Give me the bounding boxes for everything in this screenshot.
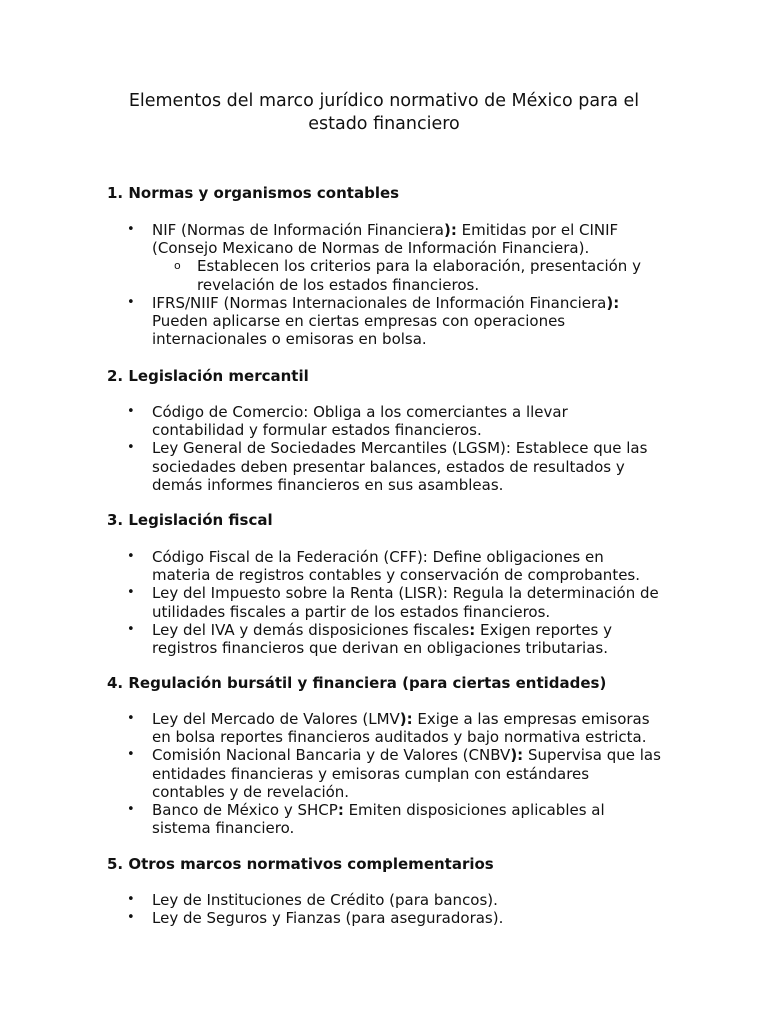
- item-text-rest: Emitidas por el CINIF (Consejo Mexicano de Normas de Información Financiera).: [152, 221, 619, 258]
- item-bold: ):: [510, 746, 524, 765]
- document-title: Elementos del marco jurídico normativo de México para el estado financiero: [128, 91, 640, 134]
- section-list-mercantil: [0, 403, 662, 494]
- item-text: IFRS/NIIF (Normas Internacionales de Información Financiera: [152, 293, 607, 312]
- item-bold: ):: [443, 221, 457, 239]
- item-bold: :: [337, 801, 344, 820]
- section-heading-bursatil: 4. Regulación bursátil y financiera (para ciertas entidades): [107, 674, 607, 692]
- list-item: [0, 439, 662, 494]
- list-item: [0, 891, 662, 909]
- item-bold: :: [469, 620, 476, 639]
- item-bold: ):: [399, 710, 413, 728]
- list-item: [0, 909, 662, 927]
- item-text: Ley del IVA y demás disposiciones fiscales: [152, 620, 470, 639]
- item-text: Banco de México y SHCP: [152, 801, 338, 820]
- item-text: Código de Comercio: Obliga a los comerciantes a llevar contabilidad y formular estados financieros.: [152, 403, 568, 440]
- item-text: Ley de Instituciones de Crédito (para bancos).: [152, 891, 498, 909]
- item-text-rest: Exigen reportes y registros financieros que derivan en obligaciones tributarias.: [152, 620, 613, 658]
- item-text: Código Fiscal de la Federación (CFF): Define obligaciones en materia de registros contables y conservación de comprobantes.: [152, 548, 641, 585]
- section-list-bursatil: [0, 710, 662, 837]
- section-heading-fiscal: 3. Legislación fiscal: [107, 511, 273, 529]
- item-text: Ley del Mercado de Valores (LMV: [152, 710, 400, 728]
- item-text-rest: Emiten disposiciones aplicables al sistema financiero.: [152, 801, 605, 838]
- item-text: Ley de Seguros y Fianzas (para aseguradoras).: [152, 909, 504, 928]
- sub-list-item: o Establecen los criterios para la elaboración, presentación y revelación de los estados financieros.: [197, 257, 662, 293]
- section-list-otros: [0, 891, 662, 927]
- item-text-rest: Pueden aplicarse en ciertas empresas con operaciones internacionales o emisoras en bolsa.: [152, 312, 566, 349]
- item-text: NIF (Normas de Información Financiera: [152, 221, 444, 239]
- list-item: [0, 221, 662, 294]
- item-text: Comisión Nacional Bancaria y de Valores (CNBV: [152, 746, 511, 765]
- section-heading-mercantil: 2. Legislación mercantil: [107, 367, 309, 385]
- list-item: [0, 584, 662, 620]
- list-item: [0, 710, 662, 746]
- section-list-normas: [0, 221, 662, 348]
- list-item: [0, 621, 662, 657]
- section-list-fiscal: [0, 548, 662, 657]
- item-text: Ley del Impuesto sobre la Renta (LISR): Regula la determinación de utilidades fiscales a partir de los estados financieros.: [152, 584, 659, 621]
- section-heading-normas: 1. Normas y organismos contables: [107, 184, 400, 202]
- section-heading-otros: 5. Otros marcos normativos complementarios: [107, 855, 494, 873]
- item-bold: ):: [606, 293, 620, 312]
- item-text-rest: Exige a las empresas emisoras en bolsa reportes financieros auditados y bajo normativa estricta.: [152, 710, 650, 747]
- list-item: [0, 548, 662, 584]
- sub-list: [152, 257, 662, 293]
- list-item: [0, 403, 662, 439]
- list-item: [0, 801, 662, 837]
- list-item: [0, 294, 662, 349]
- item-text: Ley General de Sociedades Mercantiles (LGSM): Establece que las sociedades deben presentar balances, estados de resultados y demás informes financieros en sus asambleas.: [152, 439, 648, 494]
- list-item: [0, 746, 662, 801]
- item-text-rest: Supervisa que las entidades financieras y emisoras cumplan con estándares contables y de revelación.: [152, 746, 661, 801]
